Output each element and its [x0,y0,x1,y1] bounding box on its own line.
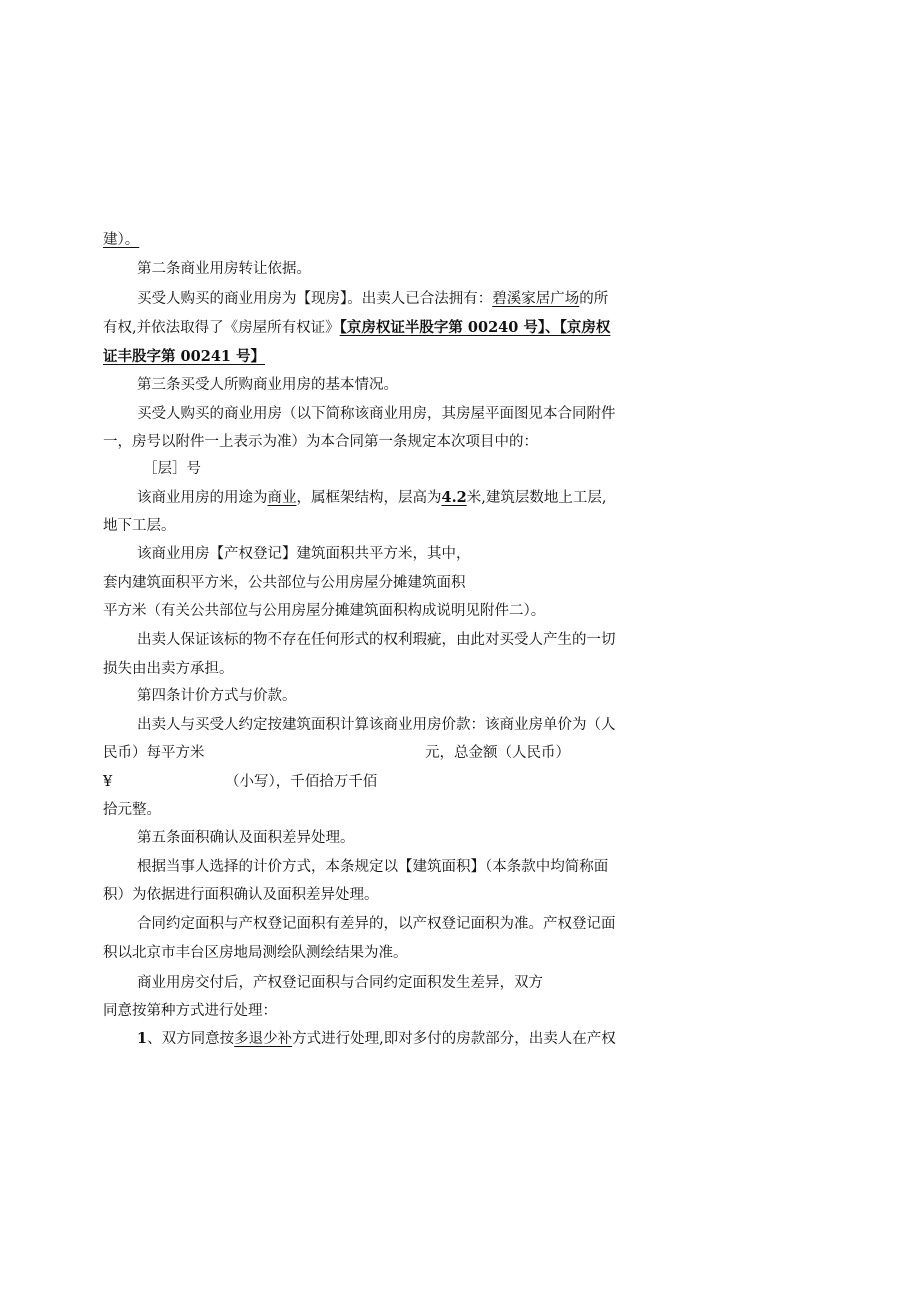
text-fragment: 米,建筑层数地上工层, [466,490,607,506]
text-line: 出卖人保证该标的物不存在任何形式的权利瑕疵，由此对买受人产生的一切 [137,632,616,648]
text-line: ［层］号 [143,461,201,477]
property-name: 碧溪家居广场 [492,291,580,307]
text-fragment: 方式进行处理,即对多付的房款部分，出卖人在产权 [292,1031,616,1047]
text-line: 一，房号以附件一上表示为准）为本合同第一条规定本次项目中的： [103,434,538,450]
text-fragment: （小写），千佰拾万千佰 [225,774,378,790]
text-line: 套内建筑面积平方米，公共部位与公用房屋分摊建筑面积 [103,575,466,591]
text-line: 损失由出卖方承担。 [103,661,234,677]
text-line: 拾元整。 [103,802,161,818]
article-5-heading: 第五条面积确认及面积差异处理。 [137,830,355,846]
article-4-heading: 第四条计价方式与价款。 [137,688,297,704]
certificate-number: 证丰股字第 00241 号】 [103,348,266,365]
text-line: 积以北京市丰台区房地局测绘队测绘结果为准。 [103,945,408,961]
text-line [137,1029,616,1049]
text-line [137,289,608,309]
text-line: 平方米（有关公共部位与公用房屋分摊建筑面积构成说明见附件二）。 [103,603,546,619]
text-fragment: 买受人购买的商业用房为【现房】。出卖人已合法拥有： [137,291,493,307]
text-line: 买受人购买的商业用房（以下简称该商业用房，其房屋平面图见本合同附件 [137,406,616,422]
item-number: 1 [137,1030,148,1047]
text-line [137,488,606,508]
text-fragment: 建）。 [103,232,140,248]
text-fragment: 民币）每平方米 [103,745,205,761]
text-line: 商业用房交付后，产权登记面积与合同约定面积发生差异，双方 [137,975,543,991]
text-line [103,743,623,763]
text-fragment: 元，总金额（人民币） [425,745,570,761]
article-2-heading: 第二条商业用房转让依据。 [137,261,311,277]
floor-height-value: 4.2 [441,489,467,506]
adjustment-method: 多退少补 [234,1031,293,1047]
text-line: 合同约定面积与产权登记面积有差异的，以产权登记面积为准。产权登记面 [137,916,616,932]
article-3-heading: 第三条买受人所购商业用房的基本情况。 [137,377,398,393]
currency-symbol: ¥ [103,774,113,790]
text-fragment: 有权,并依法取得了《房屋所有权证》 [103,320,340,336]
text-line [103,230,139,250]
text-line: 地下工层。 [103,518,176,534]
text-fragment: 、双方同意按 [147,1031,235,1047]
text-line: 出卖人与买受人约定按建筑面积计算该商业用房价款：该商业房单价为（人 [137,717,616,733]
text-line [103,318,610,338]
text-line [103,772,503,792]
text-line: 该商业用房【产权登记】建筑面积共平方米，其中， [137,546,471,562]
text-line: 同意按第种方式进行处理： [103,1003,277,1019]
text-fragment: 的所 [579,291,609,307]
usage-value: 商业 [267,490,297,506]
text-fragment: 该商业用房的用途为 [137,490,268,506]
text-fragment: ，属框架结构，层高为 [296,490,442,506]
certificate-number: 【京房权证半股字第 00240 号】、【京房权 [339,319,611,336]
text-line: 根据当事人选择的计价方式，本条规定以【建筑面积】（本条款中均简称面 [137,859,609,875]
text-line [103,347,265,367]
text-line: 积）为依据进行面积确认及面积差异处理。 [103,887,379,903]
